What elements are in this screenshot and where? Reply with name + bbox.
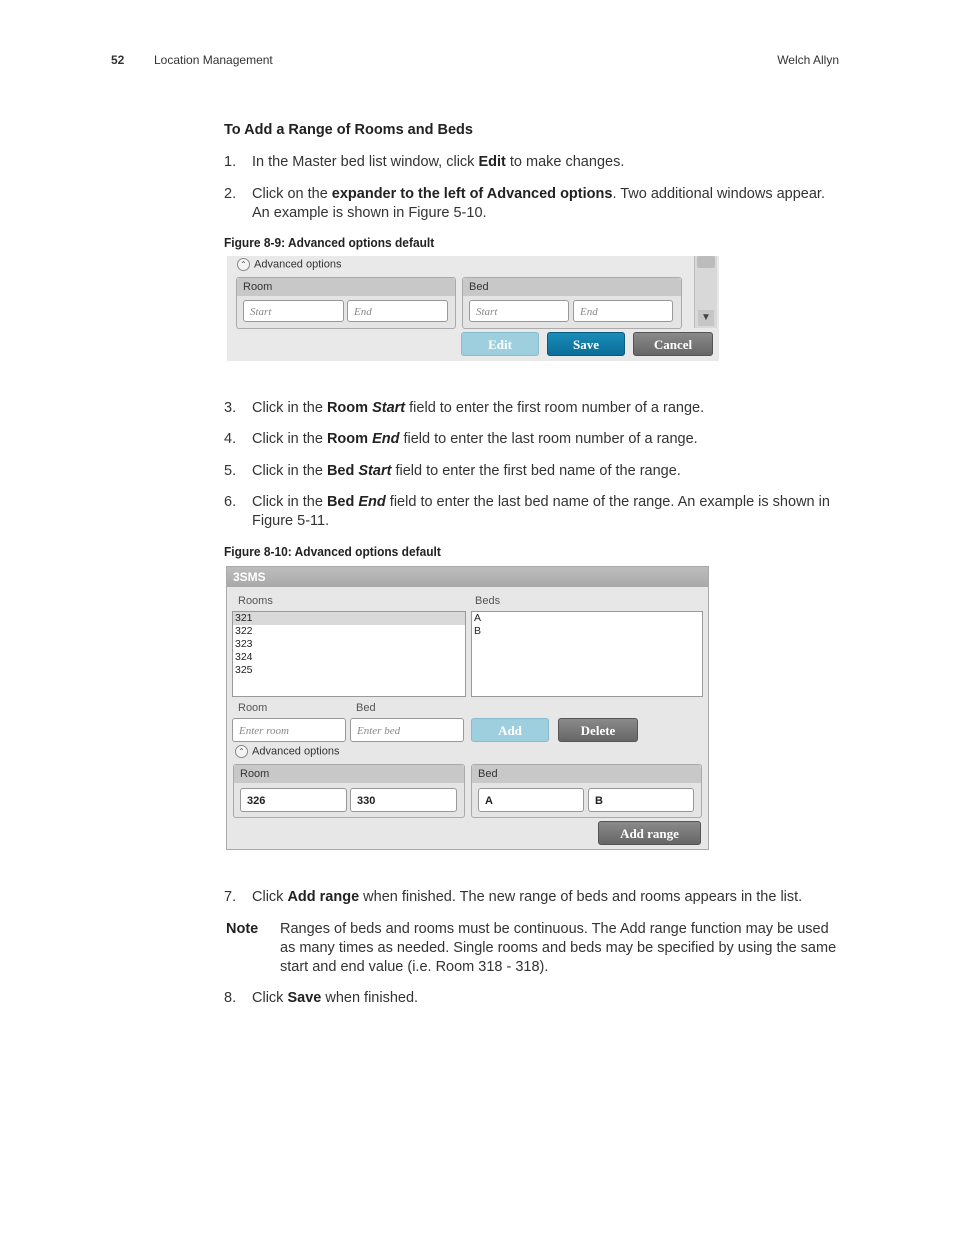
page-number: 52 [111,53,125,67]
step-bold-italic: Start [358,463,392,479]
step-number: 8. [224,990,237,1006]
step-text: Click in the [252,494,327,510]
step-number: 1. [224,154,237,170]
list-item[interactable]: 325 [235,664,253,676]
step-text: Click [252,990,288,1006]
step-text: . Two additional windows appear. An example is shown in Figure 5-10. [252,186,825,221]
step-bold: Bed [326,494,355,510]
list-item[interactable]: 322 [235,625,253,637]
step-bold: Add range [287,889,360,905]
list-item[interactable]: A [474,612,482,624]
rooms-list[interactable] [232,611,466,697]
advanced-options-figure [227,256,719,361]
step-text: when finished. The new range of beds and rooms appears in the list. [359,889,803,905]
collapse-icon[interactable]: ⌃ [237,258,250,271]
cancel-button[interactable]: Cancel [633,332,713,356]
section-title: Location Management [154,53,273,67]
note-label: Note [226,921,259,937]
list-item[interactable]: B [474,625,482,637]
step-bold: Edit [478,154,506,170]
room-group-label: Room [234,765,464,783]
step-text: to make changes. [505,154,625,170]
step-number: 3. [224,400,237,416]
step-bold: Bed [326,463,355,479]
step-text: Click on the [252,186,332,202]
room-start-field[interactable]: 326 [240,788,347,812]
room-input[interactable]: Enter room [232,718,346,742]
bed-group-label: Bed [463,278,681,296]
delete-button[interactable]: Delete [558,718,638,742]
bed-start-field[interactable]: A [478,788,584,812]
step-number: 5. [224,463,237,479]
beds-list[interactable] [471,611,703,697]
step-text: Click in the [252,400,327,416]
bed-label: Bed [356,702,376,714]
unit-dialog-figure [226,566,709,850]
bed-start-field[interactable]: Start [469,300,569,322]
scrollbar[interactable] [694,256,717,328]
step-text: Click in the [252,463,327,479]
note-text: Ranges of beds and rooms must be continuous. The Add range function may be used as many times as needed. Single rooms and beds may be specified by using the same start and end value (i.e. Room 318 - 318). [280,921,837,975]
bed-end-field[interactable]: B [588,788,694,812]
step-number: 6. [224,494,237,510]
step-bold-italic: End [372,431,400,447]
advanced-options-label: Advanced options [254,258,342,271]
advanced-options-label: Advanced options [252,745,340,758]
advanced-options-expander[interactable] [235,745,339,758]
step-bold-italic: End [358,494,386,510]
step-bold: expander to the left of Advanced options [331,186,613,202]
step-text: field to enter the first room number of a range. [405,400,705,416]
beds-label: Beds [475,595,501,607]
step-bold-italic: Start [372,400,406,416]
room-end-field[interactable]: End [347,300,448,322]
step-text: In the Master bed list window, click [252,154,479,170]
step-bold: Save [287,990,322,1006]
collapse-icon[interactable]: ⌃ [235,745,248,758]
scroll-down-icon[interactable]: ▼ [698,310,714,326]
figure-caption: Figure 8-10: Advanced options default [224,544,441,559]
step-bold: Room [326,431,369,447]
bed-end-field[interactable]: End [573,300,673,322]
bed-group-label: Bed [472,765,701,783]
save-button[interactable]: Save [547,332,625,356]
room-end-field[interactable]: 330 [350,788,457,812]
room-label: Room [238,702,268,714]
scrollbar-thumb[interactable] [697,256,715,268]
step-text: field to enter the last bed name of the range. An example is shown in Figure 5-11. [252,494,830,529]
figure-caption: Figure 8-9: Advanced options default [224,235,435,250]
rooms-label: Rooms [238,595,273,607]
step-text: Click in the [252,431,327,447]
bed-input[interactable]: Enter bed [350,718,464,742]
step-text: when finished. [321,990,419,1006]
procedure-heading: To Add a Range of Rooms and Beds [224,122,473,138]
step-bold: Room [326,400,369,416]
step-number: 4. [224,431,237,447]
room-start-field[interactable]: Start [243,300,344,322]
add-button[interactable]: Add [471,718,549,742]
step-text: Click [252,889,288,905]
step-text: field to enter the last room number of a range. [399,431,698,447]
step-number: 2. [224,186,237,202]
advanced-options-expander[interactable] [237,258,341,271]
room-group-label: Room [237,278,455,296]
list-item[interactable]: 323 [235,638,253,650]
list-item[interactable]: 321 [233,612,465,625]
dialog-title: 3SMS [227,567,708,587]
add-range-button[interactable]: Add range [598,821,701,845]
edit-button[interactable]: Edit [461,332,539,356]
step-number: 7. [224,889,237,905]
list-item[interactable]: 324 [235,651,253,663]
step-text: field to enter the first bed name of the range. [391,463,681,479]
brand-name: Welch Allyn [777,53,839,67]
